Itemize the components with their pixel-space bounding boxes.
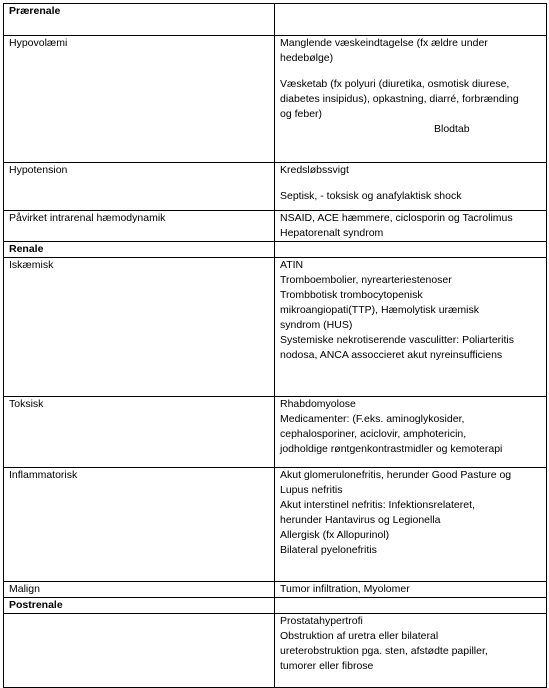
content-line: mikroangiopati(TTP), Hæmolytisk uræmisk xyxy=(280,304,479,316)
empty-cell xyxy=(275,598,547,614)
content-line: nodosa, ANCA assoccieret akut nyreinsufficiens xyxy=(280,349,503,361)
content-line: Tumor infiltration, Myolomer xyxy=(280,583,410,595)
content-line: ureterobstruktion pga. sten, afstødte papiller, xyxy=(280,645,488,657)
content-line: Kredsløbssvigt xyxy=(280,164,349,176)
table-row xyxy=(4,468,547,582)
row-content xyxy=(275,397,547,468)
content-line: Blodtab xyxy=(434,123,470,135)
content-line: Akut interstinel nefritis: Infektionsrelateret, xyxy=(280,499,475,511)
content-line: hedebølge) xyxy=(280,52,334,64)
causes-table xyxy=(3,3,547,688)
content-line: Systemiske nekrotiserende vasculitter: Poliarteritis xyxy=(280,334,515,346)
content-line: Rhabdomyolose xyxy=(280,398,356,410)
section-header-renale xyxy=(4,242,547,258)
row-content xyxy=(275,211,547,242)
content-line: og feber) xyxy=(280,108,323,120)
empty-cell xyxy=(275,4,547,36)
content-line: cephalosporiner, aciclovir, amphotericin, xyxy=(280,428,467,440)
row-label: Malign xyxy=(4,582,275,598)
content-line: Hepatorenalt syndrom xyxy=(280,227,384,239)
row-content xyxy=(275,468,547,582)
row-label: Iskæmisk xyxy=(4,258,275,397)
content-line: Tromboembolier, nyrearteriestenoser xyxy=(280,274,452,286)
row-label: Hypotension xyxy=(4,163,275,211)
content-line: Septisk, - toksisk og anafylaktisk shock xyxy=(280,190,462,202)
content-line: Medicamenter: (F.eks. aminoglykosider, xyxy=(280,413,465,425)
content-line: Bilateral pyelonefritis xyxy=(280,544,377,556)
section-header-postrenale xyxy=(4,598,547,614)
table-row xyxy=(4,36,547,163)
table-row xyxy=(4,614,547,688)
content-line: Akut glomerulonefritis, herunder Good Pasture og xyxy=(280,469,512,481)
content-line: Obstruktion af uretra eller bilateral xyxy=(280,630,439,642)
row-content xyxy=(275,258,547,397)
section-title: Postrenale xyxy=(4,598,275,614)
content-line: Lupus nefritis xyxy=(280,484,343,496)
blank-line xyxy=(280,66,541,77)
row-label: Hypovolæmi xyxy=(4,36,275,163)
content-line: Væsketab (fx polyuri (diuretika, osmotisk diurese, xyxy=(280,78,510,90)
table-row xyxy=(4,211,547,242)
blank-line xyxy=(280,178,541,189)
row-label: Påvirket intrarenal hæmodynamik xyxy=(4,211,275,242)
table-row xyxy=(4,258,547,397)
row-label xyxy=(4,614,275,688)
section-title: Renale xyxy=(4,242,275,258)
content-line: tumorer eller fibrose xyxy=(280,660,374,672)
content-line: Manglende væskeindtagelse (fx ældre under xyxy=(280,37,488,49)
row-label: Toksisk xyxy=(4,397,275,468)
table-row xyxy=(4,163,547,211)
content-line: syndrom (HUS) xyxy=(280,319,353,331)
content-line: Prostatahypertrofi xyxy=(280,615,363,627)
content-line: Allergisk (fx Allopurinol) xyxy=(280,529,390,541)
table-row xyxy=(4,397,547,468)
content-line: diabetes insipidus), opkastning, diarré, forbrænding xyxy=(280,93,519,105)
content-line: ATIN xyxy=(280,259,304,271)
row-content xyxy=(275,36,547,163)
table-row xyxy=(4,582,547,598)
row-content xyxy=(275,582,547,598)
content-line: jodholdige røntgenkontrastmidler og kemoterapi xyxy=(280,443,503,455)
section-title: Prærenale xyxy=(4,4,275,36)
section-header-praerenale xyxy=(4,4,547,36)
content-line: herunder Hantavirus og Legionella xyxy=(280,514,441,526)
content-line: Trombbotisk trombocytopenisk xyxy=(280,289,423,301)
content-line: NSAID, ACE hæmmere, ciclosporin og Tacrolimus xyxy=(280,212,513,224)
row-content xyxy=(275,614,547,688)
row-content xyxy=(275,163,547,211)
row-label: Inflammatorisk xyxy=(4,468,275,582)
empty-cell xyxy=(275,242,547,258)
